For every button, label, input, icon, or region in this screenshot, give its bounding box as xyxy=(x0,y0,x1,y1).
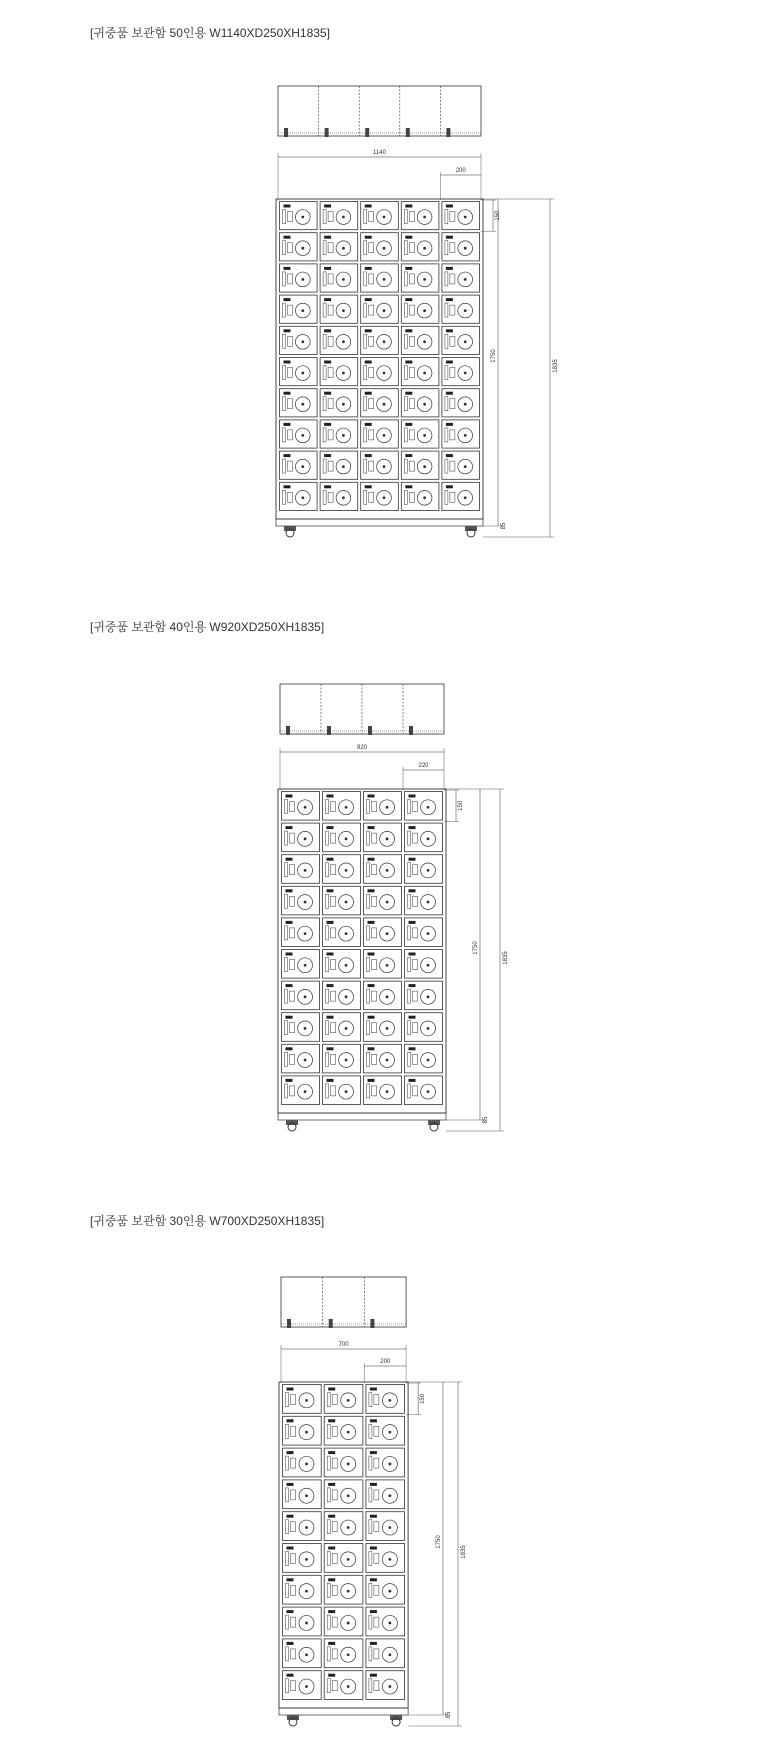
locker-door xyxy=(283,1639,322,1668)
lock-center-icon xyxy=(347,1685,350,1688)
lock-center-icon xyxy=(305,1399,308,1402)
door-label-plate xyxy=(287,1515,294,1518)
door-label-plate xyxy=(287,1610,294,1613)
plan-outline xyxy=(281,1277,406,1327)
locker-door xyxy=(283,1480,322,1509)
door-label-plate xyxy=(328,1578,335,1581)
door-label-plate xyxy=(287,1642,294,1645)
door-label-plate xyxy=(328,1483,335,1486)
door-label-plate xyxy=(370,1610,377,1613)
lock-center-icon xyxy=(347,1431,350,1434)
lock-center-icon xyxy=(347,1494,350,1497)
cell-width-dimension-label: 200 xyxy=(380,1359,391,1365)
locker-door xyxy=(324,1480,363,1509)
lock-center-icon xyxy=(388,1526,391,1529)
locker-door xyxy=(283,1416,322,1445)
locker-door xyxy=(366,1671,405,1700)
section-caption: [귀중품 보관함 40인용 W920XD250XH1835] xyxy=(90,620,325,634)
locker-door xyxy=(366,1544,405,1573)
locker-door xyxy=(283,1448,322,1477)
door-label-plate xyxy=(370,1547,377,1550)
locker-body xyxy=(279,1382,408,1708)
plan-hinge xyxy=(329,1319,333,1328)
door-label-plate xyxy=(328,1642,335,1645)
locker-door xyxy=(324,1607,363,1636)
door-label-plate xyxy=(328,1610,335,1613)
lock-center-icon xyxy=(305,1685,308,1688)
locker-door xyxy=(324,1639,363,1668)
lock-center-icon xyxy=(388,1685,391,1688)
locker-door xyxy=(283,1385,322,1414)
door-label-plate xyxy=(287,1547,294,1550)
total-height-dimension-label: 1835 xyxy=(553,359,559,373)
base-height-dimension-label: 85 xyxy=(483,1116,489,1124)
lock-center-icon xyxy=(305,1622,308,1625)
lock-center-icon xyxy=(388,1399,391,1402)
lock-center-icon xyxy=(305,1463,308,1466)
base-height-dimension-label: 85 xyxy=(501,522,507,530)
door-label-plate xyxy=(370,1388,377,1391)
cell-width-dimension-label: 200 xyxy=(455,168,466,174)
lock-center-icon xyxy=(347,1399,350,1402)
door-label-plate xyxy=(287,1578,294,1581)
base-plinth xyxy=(279,1708,408,1715)
lock-center-icon xyxy=(305,1494,308,1497)
locker-door xyxy=(366,1385,405,1414)
width-dimension-label: 920 xyxy=(356,745,368,751)
cell-height-dimension-label: 150 xyxy=(495,210,501,221)
door-label-plate xyxy=(370,1419,377,1422)
top-plan-view xyxy=(281,1277,406,1328)
door-label-plate xyxy=(370,1451,377,1454)
door-label-plate xyxy=(328,1419,335,1422)
locker-door xyxy=(324,1575,363,1604)
locker-door xyxy=(324,1512,363,1541)
door-label-plate xyxy=(370,1578,377,1581)
lock-center-icon xyxy=(388,1653,391,1656)
locker-door xyxy=(283,1671,322,1700)
door-label-plate xyxy=(370,1483,377,1486)
door-label-plate xyxy=(370,1515,377,1518)
locker-door xyxy=(366,1575,405,1604)
section-caption: [귀중품 보관함 30인용 W700XD250XH1835] xyxy=(90,1214,325,1228)
height-dimensions xyxy=(406,1382,462,1726)
lock-center-icon xyxy=(388,1431,391,1434)
locker-door xyxy=(366,1448,405,1477)
lock-center-icon xyxy=(347,1653,350,1656)
locker-door xyxy=(283,1512,322,1541)
lock-center-icon xyxy=(388,1494,391,1497)
cell-width-dimension-label: 220 xyxy=(418,763,429,769)
locker-door xyxy=(324,1385,363,1414)
locker-door xyxy=(366,1512,405,1541)
total-height-dimension-label: 1835 xyxy=(503,951,509,965)
lock-center-icon xyxy=(347,1463,350,1466)
section-caption: [귀중품 보관함 50인용 W1140XD250XH1835] xyxy=(90,26,330,40)
door-label-plate xyxy=(328,1451,335,1454)
base-height-dimension-label: 85 xyxy=(446,1711,452,1719)
locker-door xyxy=(324,1448,363,1477)
lock-center-icon xyxy=(305,1526,308,1529)
cell-height-dimension-label: 150 xyxy=(420,1393,427,1404)
locker-base xyxy=(279,1708,408,1726)
door-label-plate xyxy=(287,1674,294,1677)
body-height-dimension-label: 1750 xyxy=(436,1535,442,1549)
door-label-plate xyxy=(370,1642,377,1645)
width-dimension-label: 700 xyxy=(338,1342,349,1348)
door-label-plate xyxy=(287,1419,294,1422)
lock-center-icon xyxy=(305,1653,308,1656)
locker-door xyxy=(324,1671,363,1700)
door-label-plate xyxy=(328,1674,335,1677)
locker-door xyxy=(324,1416,363,1445)
body-height-dimension-label: 1750 xyxy=(491,349,497,363)
lock-center-icon xyxy=(305,1431,308,1434)
door-label-plate xyxy=(370,1674,377,1677)
lock-center-icon xyxy=(388,1558,391,1561)
lock-center-icon xyxy=(388,1463,391,1466)
door-label-plate xyxy=(328,1515,335,1518)
door-label-plate xyxy=(287,1483,294,1486)
plan-hinge xyxy=(287,1319,291,1328)
lock-center-icon xyxy=(347,1558,350,1561)
lock-center-icon xyxy=(347,1590,350,1593)
lock-center-icon xyxy=(347,1622,350,1625)
cell-height-dimension-label: 150 xyxy=(458,800,464,811)
locker-door xyxy=(366,1416,405,1445)
lock-center-icon xyxy=(305,1558,308,1561)
total-height-dimension-label: 1835 xyxy=(461,1545,467,1559)
door-label-plate xyxy=(328,1547,335,1550)
locker-door xyxy=(283,1575,322,1604)
lock-center-icon xyxy=(347,1526,350,1529)
door-label-plate xyxy=(328,1388,335,1391)
locker-door xyxy=(366,1607,405,1636)
locker-door xyxy=(283,1544,322,1573)
locker-door xyxy=(366,1480,405,1509)
locker-door xyxy=(283,1607,322,1636)
door-label-plate xyxy=(287,1451,294,1454)
locker-door xyxy=(366,1639,405,1668)
lock-center-icon xyxy=(305,1590,308,1593)
lock-center-icon xyxy=(388,1590,391,1593)
lock-center-icon xyxy=(388,1622,391,1625)
plan-hinge xyxy=(370,1319,374,1328)
door-label-plate xyxy=(287,1388,294,1391)
body-height-dimension-label: 1750 xyxy=(473,941,479,955)
locker-door xyxy=(324,1544,363,1573)
width-dimension-label: 1140 xyxy=(373,150,386,156)
